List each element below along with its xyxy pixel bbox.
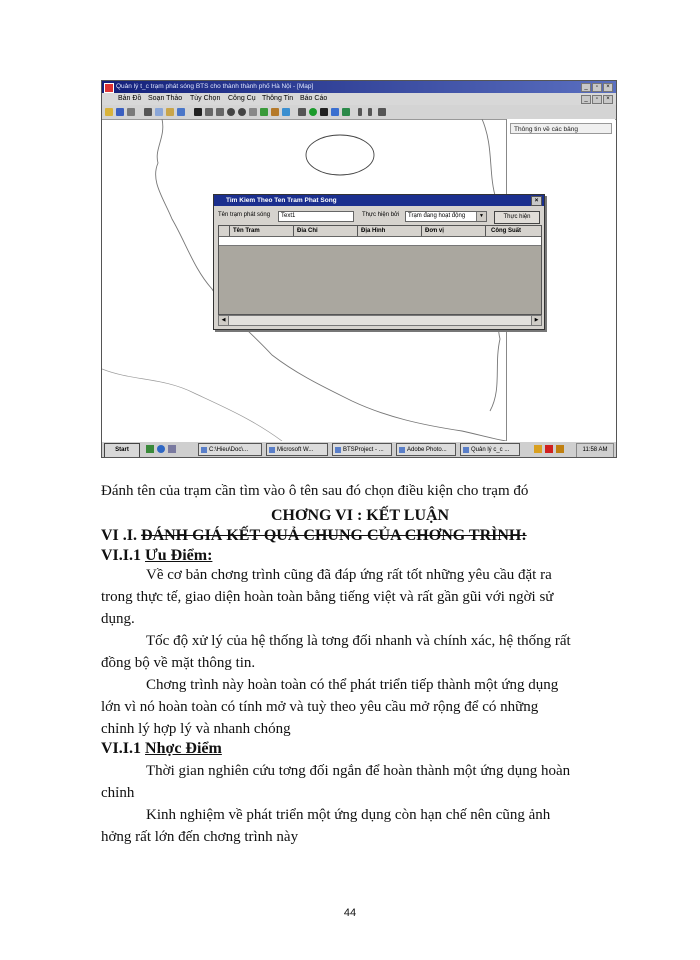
map-boundary-south bbox=[102, 369, 282, 441]
col-ten-tram[interactable]: Tên Tram bbox=[233, 228, 260, 234]
paragraph-4-line-1: Thời gian nghiên cứu tơng đối ngắn để hoàn thành một ứng dụng hoàn bbox=[146, 763, 571, 779]
col-dia-hinh[interactable]: Địa Hình bbox=[361, 228, 386, 234]
station-name-input[interactable]: Text1 bbox=[278, 211, 354, 222]
grid-sep bbox=[293, 226, 294, 236]
subsection-heading-2 bbox=[101, 739, 222, 759]
col-don-vi[interactable]: Đơn vị bbox=[425, 228, 444, 234]
pointer-icon[interactable] bbox=[194, 108, 202, 116]
taskbar bbox=[102, 441, 616, 458]
grid-empty-row[interactable] bbox=[219, 237, 541, 246]
subsection-number-2: VI.I.1 bbox=[101, 740, 146, 757]
dialog-title-bar bbox=[214, 195, 544, 206]
figure-caption: Đánh tên của trạm cần tìm vào ô tên sau đó chọn điều kiện cho trạm đó bbox=[101, 483, 529, 499]
quicklaunch-outlook-icon[interactable] bbox=[168, 445, 176, 453]
quicklaunch-desktop-icon[interactable] bbox=[146, 445, 154, 453]
subsection-heading-1 bbox=[101, 546, 212, 566]
page-number: 44 bbox=[343, 907, 357, 919]
paragraph-2-line-1: Tốc độ xử lý của hệ thống là tơng đối nhanh và chính xác, hệ thống rất bbox=[146, 633, 571, 649]
tray-icon-1[interactable] bbox=[534, 445, 542, 453]
scroll-left-icon[interactable]: ◀ bbox=[219, 316, 229, 325]
quicklaunch-ie-icon[interactable] bbox=[157, 445, 165, 453]
paragraph-4-line-2: chỉnh bbox=[101, 785, 135, 801]
section-heading bbox=[101, 526, 527, 546]
paragraph-5-line-2: hởng rất lớn đến chơng trình này bbox=[101, 829, 299, 845]
subsection-title-1: Ưu Điểm: bbox=[145, 547, 213, 564]
zoom-out-icon[interactable] bbox=[238, 108, 246, 116]
dialog-title-text: Tim Kiem Theo Ten Tram Phat Song bbox=[226, 197, 337, 204]
menu-bar bbox=[102, 93, 616, 105]
search-dialog bbox=[213, 194, 545, 330]
map-region-oval bbox=[306, 135, 374, 175]
menu-ban-do[interactable]: Bản Đồ bbox=[118, 95, 142, 102]
symbol-tool-icon[interactable] bbox=[331, 108, 339, 116]
paragraph-2-line-2: đồng bộ về mặt thông tin. bbox=[101, 655, 256, 671]
select-region-icon[interactable] bbox=[216, 108, 224, 116]
app-title-text: Quản lý t_c trạm phát sóng BTS cho thành thành phố Hà Nội - [Map] bbox=[116, 83, 314, 90]
grid-row-header-sep bbox=[229, 226, 230, 236]
legend-icon[interactable] bbox=[378, 108, 386, 116]
taskbar-item-word[interactable]: Microsoft W... bbox=[266, 443, 328, 456]
mdi-minimize-button[interactable]: _ bbox=[581, 95, 591, 104]
taskbar-item-explorer[interactable]: C:\Hieu\Doc\... bbox=[198, 443, 262, 456]
menu-thong-tin[interactable]: Thông Tin bbox=[262, 95, 294, 102]
paragraph-1-line-1: Về cơ bản chơng trình cũng đã đáp ứng rất tốt những yêu cầu đặt ra bbox=[146, 567, 552, 583]
menu-tuy-chon[interactable]: Tùy Chọn bbox=[190, 95, 221, 102]
menu-soan-thao[interactable]: Soạn Thảo bbox=[148, 95, 183, 102]
grid-sep bbox=[357, 226, 358, 236]
paragraph-3-line-2: lớn vì nó hoàn toàn có tính mở và tuỳ theo yêu cầu mở rộng để có những bbox=[101, 699, 539, 715]
chapter-title: CHƠNG VI : KẾT LUẬN bbox=[271, 507, 450, 524]
section-title: ĐÁNH GIÁ KẾT QUẢ CHUNG CỦA CHƠNG TRÌNH: bbox=[141, 527, 527, 544]
info-tool-icon[interactable] bbox=[282, 108, 290, 116]
line-tool-icon[interactable] bbox=[298, 108, 306, 116]
menu-cong-cu[interactable]: Công Cụ bbox=[228, 95, 256, 102]
info-i-icon[interactable] bbox=[358, 108, 362, 116]
undo-icon[interactable] bbox=[177, 108, 185, 116]
point-tool-icon[interactable] bbox=[309, 108, 317, 116]
app-icon bbox=[104, 83, 114, 93]
new-file-icon[interactable] bbox=[105, 108, 113, 116]
grid-header bbox=[219, 226, 541, 237]
condition-select[interactable] bbox=[405, 211, 487, 222]
layer-icon[interactable] bbox=[271, 108, 279, 116]
results-grid[interactable] bbox=[218, 225, 542, 315]
tray-icon-3[interactable] bbox=[556, 445, 564, 453]
embedded-screenshot bbox=[101, 80, 617, 458]
zoom-in-icon[interactable] bbox=[227, 108, 235, 116]
mdi-maximize-button[interactable]: ▫ bbox=[592, 95, 602, 104]
maximize-button[interactable]: ▫ bbox=[592, 83, 602, 92]
condition-select-value: Trạm đang hoạt động bbox=[408, 213, 466, 219]
text-tool-icon[interactable] bbox=[320, 108, 328, 116]
dropdown-arrow-icon[interactable]: ▼ bbox=[476, 212, 486, 221]
info-i2-icon[interactable] bbox=[368, 108, 372, 116]
taskbar-clock: 11:58 AM bbox=[576, 443, 614, 458]
subsection-number-1: VI.I.1 bbox=[101, 547, 146, 564]
paragraph-3-line-1: Chơng trình này hoàn toàn có thể phát triển tiếp thành một ứng dụng bbox=[146, 677, 559, 693]
grid-sep bbox=[421, 226, 422, 236]
side-panel-title: Thông tin về các bảng bbox=[510, 123, 612, 134]
paragraph-5-line-1: Kinh nghiệm về phát triển một ứng dụng còn hạn chế nên cũng ảnh bbox=[146, 807, 551, 823]
taskbar-item-quanly[interactable]: Quản lý c_c ... bbox=[460, 443, 520, 456]
dialog-close-button[interactable]: × bbox=[531, 196, 542, 206]
tray-icon-2[interactable] bbox=[545, 445, 553, 453]
pan-icon[interactable] bbox=[249, 108, 257, 116]
condition-label: Thực hiện bởi bbox=[362, 212, 400, 218]
minimize-button[interactable]: _ bbox=[581, 83, 591, 92]
section-number: VI .I. bbox=[101, 527, 142, 544]
refresh-icon[interactable] bbox=[260, 108, 268, 116]
paragraph-1-line-3: dụng. bbox=[101, 611, 135, 627]
select-icon[interactable] bbox=[205, 108, 213, 116]
station-name-label: Tên trạm phát sóng bbox=[218, 212, 271, 218]
grid-sep bbox=[485, 226, 486, 236]
station-tool-icon[interactable] bbox=[342, 108, 350, 116]
horizontal-scrollbar[interactable] bbox=[218, 315, 542, 326]
toolbar bbox=[102, 105, 616, 120]
close-window-button[interactable]: × bbox=[603, 83, 613, 92]
paragraph-1-line-2: trong thực tế, giao diện hoàn toàn bằng tiếng việt và rất gần gũi với ngời sử bbox=[101, 589, 554, 605]
subsection-title-2: Nhợc Điểm bbox=[145, 740, 222, 757]
app-title-bar bbox=[102, 81, 616, 93]
copy-icon[interactable] bbox=[155, 108, 163, 116]
paste-icon[interactable] bbox=[166, 108, 174, 116]
print-icon[interactable] bbox=[127, 108, 135, 116]
start-button[interactable]: Start bbox=[104, 443, 140, 458]
cut-icon[interactable] bbox=[144, 108, 152, 116]
save-icon[interactable] bbox=[116, 108, 124, 116]
mdi-close-button[interactable]: × bbox=[603, 95, 613, 104]
col-cong-suat[interactable]: Công Suất bbox=[491, 228, 521, 234]
col-dia-chi[interactable]: Đia Chỉ bbox=[297, 228, 318, 234]
paragraph-3-line-3: chỉnh lý hợp lý và nhanh chóng bbox=[101, 721, 291, 737]
taskbar-item-photoshop[interactable]: Adobe Photo... bbox=[396, 443, 456, 456]
menu-bao-cao[interactable]: Báo Cáo bbox=[300, 95, 328, 102]
taskbar-item-btsproject[interactable]: BTSProject - ... bbox=[332, 443, 392, 456]
execute-button[interactable]: Thực hiện bbox=[494, 211, 540, 224]
scroll-right-icon[interactable]: ▶ bbox=[531, 316, 541, 325]
